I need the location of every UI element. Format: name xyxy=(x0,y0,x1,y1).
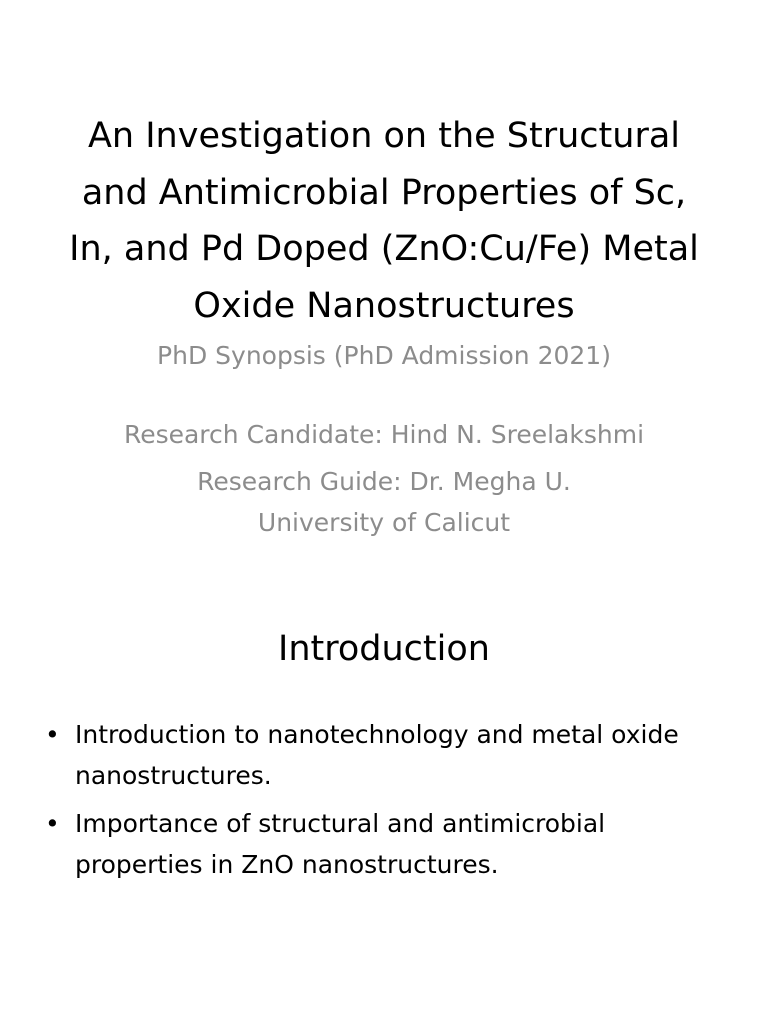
subtitle-spacer xyxy=(120,376,648,414)
bullet-text: Introduction to nanotechnology and metal oxide nanostructures. xyxy=(75,720,679,790)
list-item xyxy=(45,714,725,796)
research-guide: Research Guide: Dr. Megha U. xyxy=(197,467,571,496)
university: University of Calicut xyxy=(257,508,511,537)
list-item xyxy=(45,803,725,885)
bullet-text: Importance of structural and antimicrobial properties in ZnO nanostructures. xyxy=(75,809,606,879)
bullet-icon: • xyxy=(45,720,60,749)
subtitle-block xyxy=(120,336,648,578)
presentation-title: An Investigation on the Structural and Antimicrobial Properties of Sc, In, and Pd Doped (ZnO:Cu/Fe) Metal Oxide Nanostructures xyxy=(69,116,699,326)
bullet-list xyxy=(45,714,725,892)
bullet-icon: • xyxy=(45,809,60,838)
introduction-heading: Introduction xyxy=(278,629,490,669)
introduction-slide xyxy=(0,600,768,1024)
research-candidate: Research Candidate: Hind N. Sreelakshmi xyxy=(123,420,645,449)
subtitle: PhD Synopsis (PhD Admission 2021) xyxy=(157,341,611,370)
